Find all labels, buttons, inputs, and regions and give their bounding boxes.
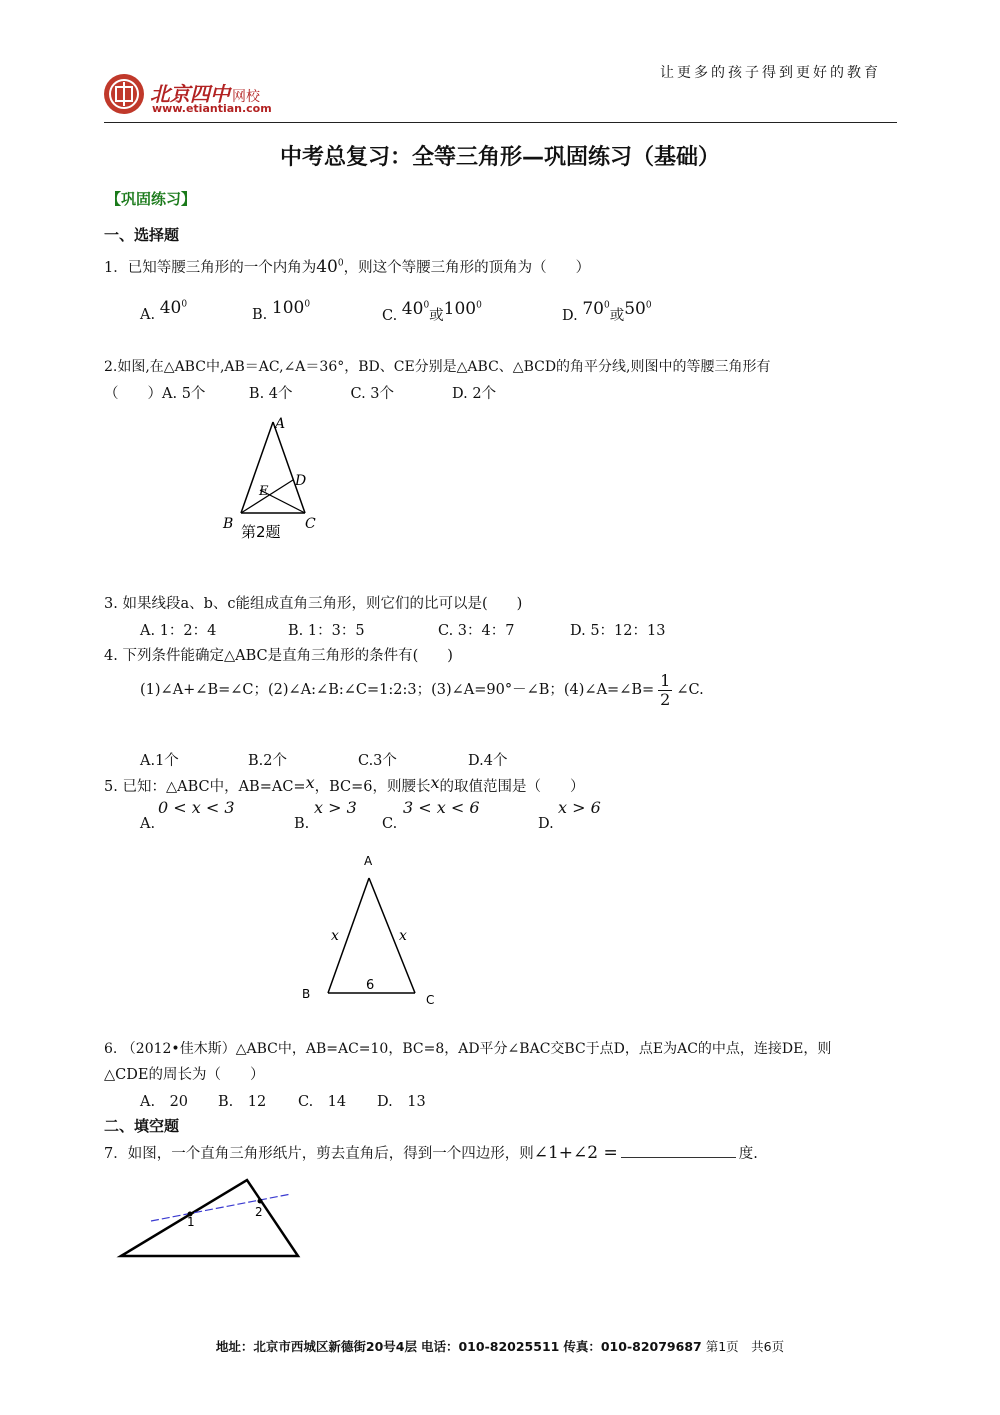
q4-option-d: D.4个 (468, 753, 508, 769)
q3-option-d: D. 5：12：13 (570, 623, 666, 639)
q1-opt-d-alt-deg: 0 (645, 300, 652, 311)
q1-option-a (140, 298, 188, 324)
q1-opt-d-alt: 50 (624, 299, 646, 319)
q5-opt-c-label: C. (382, 816, 398, 832)
q1-opt-c-deg: 0 (423, 300, 430, 311)
q1-opt-a-val: 40 (159, 298, 182, 318)
q4-option-a: A.1个 (140, 753, 179, 769)
footer-addr-label: 地址： (215, 1339, 254, 1354)
section-choice-heading: 一、选择题 (104, 226, 180, 244)
q7-point-2 (258, 1199, 263, 1204)
q5-label-c: C (426, 993, 435, 1007)
q2-label-d: D (295, 473, 307, 489)
footer-fax: 010-82079687 (600, 1339, 702, 1354)
q1-option-d (562, 299, 652, 325)
q1-stem-b: ，则这个等腰三角形的顶角为（ ） (343, 260, 591, 276)
q5-opt-a-math: 0 < x < 3 (158, 798, 235, 817)
question-5 (104, 775, 585, 796)
q2-label-c: C (305, 516, 316, 532)
q1-deg: 0 (337, 258, 344, 269)
logo-sub-text: 网校 (232, 89, 260, 105)
logo-url: www.etiantian.com (152, 102, 272, 115)
q4-option-c: C.3个 (358, 753, 397, 769)
q7-expression: ∠1+∠2 = (533, 1143, 618, 1163)
q6-option-b: B. 12 (218, 1094, 267, 1110)
question-6-line1: 6. （2012•佳木斯）△ABC中，AB=AC=10，BC=8，AD平分∠BAC交BC于点D，点E为AC的中点，连接DE，则 (104, 1041, 832, 1057)
question-2-line2: （ ）A. 5个 B. 4个 C. 3个 D. 2个 (104, 386, 497, 402)
q1-opt-c-or: 或 (429, 308, 444, 324)
q4-cond-b: ∠C. (676, 682, 704, 698)
q1-opt-c-val: 40 (401, 299, 424, 319)
q3-option-b: B. 1：3：5 (288, 623, 365, 639)
q1-opt-c-label: C. (382, 308, 398, 324)
q7-stem-b: 度. (738, 1146, 758, 1162)
q5-opt-d-math: x > 6 (558, 798, 601, 817)
q5-opt-c-math: 3 < x < 6 (403, 798, 480, 817)
q4-conditions (140, 670, 704, 710)
q7-answer-blank[interactable] (621, 1145, 736, 1158)
q5-stem-a: 5. 已知：△ABC中，AB=AC= (104, 779, 306, 795)
header-divider (104, 122, 897, 123)
q6-option-c: C. 14 (298, 1094, 347, 1110)
footer-tel: 010-82025511 (458, 1339, 560, 1354)
question-4: 4. 下列条件能确定△ABC是直角三角形的条件有( ) (104, 648, 453, 664)
page-title: 中考总复习：全等三角形—巩固练习（基础） (279, 145, 720, 170)
q5-side-ac (369, 878, 415, 993)
q6-option-a: A. 20 (140, 1094, 189, 1110)
q2-figure (215, 410, 335, 550)
q1-option-b (252, 298, 311, 324)
q4-option-b: B.2个 (248, 753, 287, 769)
q1-opt-b-deg: 0 (304, 299, 311, 310)
question-6-line2: △CDE的周长为（ ） (104, 1067, 265, 1083)
slogan: 让更多的孩子得到更好的教育 (660, 65, 881, 81)
q4-fraction (658, 672, 672, 709)
q7-stem-a: 7．如图，一个直角三角形纸片，剪去直角后，得到一个四边形，则 (104, 1146, 534, 1162)
q1-angle: 40 (316, 257, 338, 277)
footer-page-number: 第1页 共6页 (705, 1339, 785, 1354)
logo-emblem-icon (104, 74, 144, 114)
q1-opt-a-label: A. (140, 307, 156, 323)
question-2-line1: 2.如图,在△ABC中,AB＝AC,∠A＝36°，BD、CE分别是△ABC、△BCD的角平分线,则图中的等腰三角形有 (104, 359, 771, 375)
q5-opt-b-label: B. (294, 816, 310, 832)
q2-label-a: A (275, 416, 286, 432)
q2-label-b: B (223, 516, 234, 532)
q5-var-1: x (305, 773, 315, 792)
q1-opt-d-or: 或 (609, 308, 625, 324)
q1-stem-a: 1．已知等腰三角形的一个内角为 (104, 260, 317, 276)
page-footer (0, 1337, 1000, 1355)
q7-label-2: 2 (255, 1205, 263, 1219)
q4-frac-den: 2 (660, 689, 671, 709)
q2-caption: 第2题 (241, 523, 281, 541)
question-1 (104, 256, 590, 277)
question-3: 3. 如果线段a、b、c能组成直角三角形，则它们的比可以是( ) (104, 596, 523, 612)
q7-label-1: 1 (187, 1215, 195, 1229)
q5-var-2: x (430, 773, 440, 792)
q2-label-e: E (259, 484, 269, 499)
q3-option-c: C. 3：4：7 (438, 623, 515, 639)
q7-triangle (121, 1180, 298, 1256)
q5-label-six: 6 (366, 978, 375, 993)
footer-fax-label: 传真： (563, 1339, 601, 1354)
q1-option-c (382, 299, 482, 325)
q5-figure (295, 848, 445, 1010)
q1-opt-b-val: 100 (271, 298, 305, 318)
q5-stem-b: ，BC=6，则腰长 (314, 779, 431, 795)
q5-opt-a-label: A. (140, 816, 156, 832)
q2-side-ab (241, 422, 273, 513)
q4-frac-num: 1 (660, 670, 671, 690)
q5-opt-d-label: D. (538, 816, 554, 832)
footer-addr: 北京市西城区新德街20号4层 (253, 1339, 417, 1354)
q6-option-d: D. 13 (377, 1094, 426, 1110)
q1-opt-d-label: D. (562, 308, 578, 324)
q1-opt-c-alt: 100 (443, 299, 477, 319)
question-7 (104, 1142, 758, 1163)
q1-opt-b-label: B. (252, 307, 268, 323)
q5-stem-c: 的取值范围是（ ） (439, 779, 585, 795)
q4-cond-a: (1)∠A+∠B=∠C；(2)∠A:∠B:∠C=1:2:3；(3)∠A=90°－∠B；(4)∠A=∠B= (140, 682, 655, 698)
q5-label-x-right: x (399, 928, 407, 944)
q1-opt-d-deg: 0 (603, 300, 610, 311)
q5-label-x-left: x (331, 928, 339, 944)
q5-label-a: A (364, 854, 373, 868)
q5-label-b: B (302, 987, 311, 1001)
q7-cut-line (151, 1194, 291, 1221)
q5-opt-b-math: x > 3 (314, 798, 357, 817)
q1-opt-d-val: 70 (582, 299, 604, 319)
q1-opt-c-alt-deg: 0 (476, 300, 482, 311)
logo-name-text: 北京四中 (150, 82, 230, 106)
footer-tel-label: 电话： (420, 1339, 459, 1354)
q1-opt-a-deg: 0 (181, 299, 188, 310)
q7-figure (115, 1172, 305, 1262)
q3-option-a: A. 1：2：4 (140, 623, 217, 639)
section-fill-heading: 二、填空题 (104, 1117, 180, 1135)
section-tag: 【巩固练习】 (106, 190, 197, 208)
